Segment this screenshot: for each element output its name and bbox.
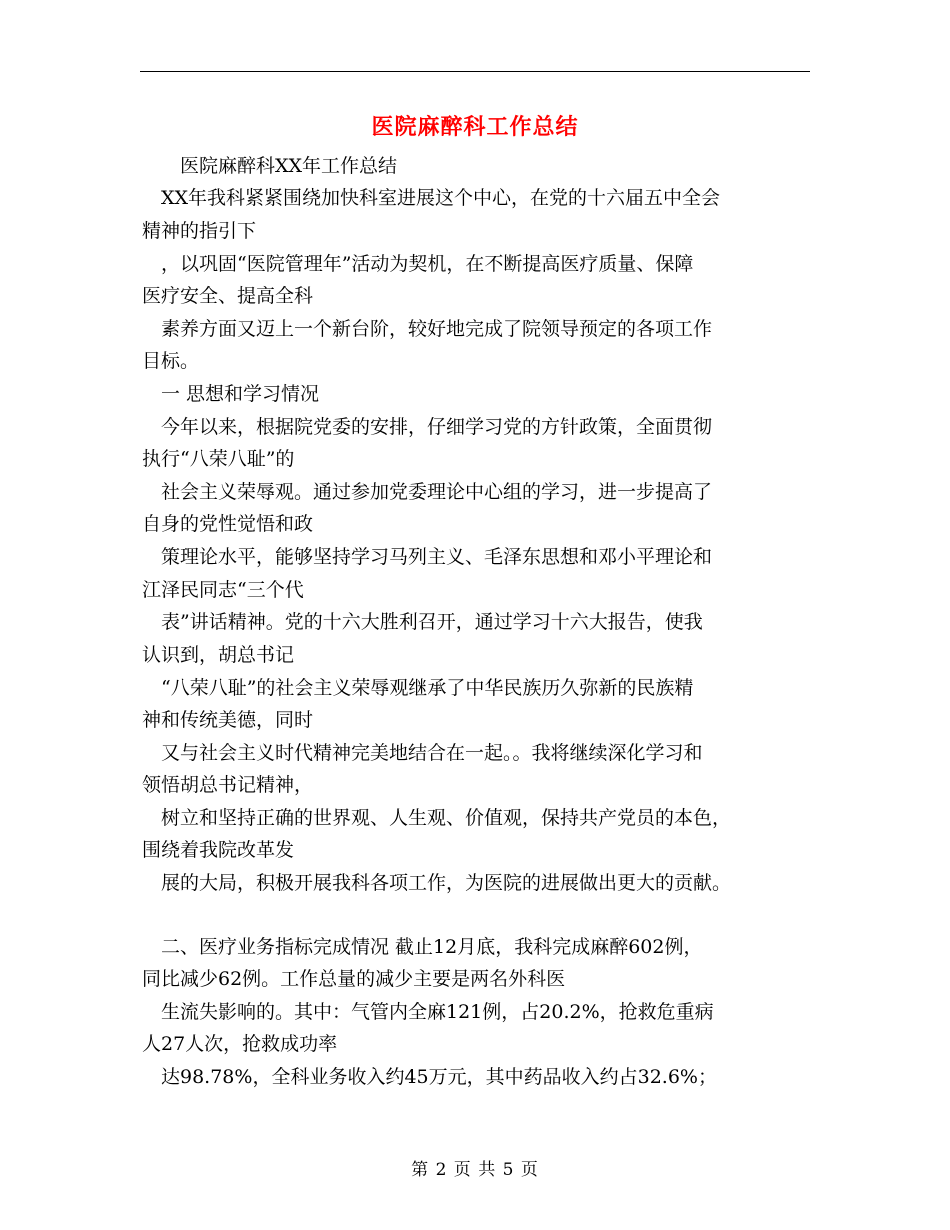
body-line: 执行“八荣八耻”的 (142, 448, 295, 470)
body-line: 领悟胡总书记精神， (142, 774, 314, 796)
body-line: 素养方面又迈上一个新台阶，较好地完成了院领导预定的各项工作 (142, 318, 713, 340)
body-line: 目标。 (142, 350, 200, 372)
body-line: 医疗安全、提高全科 (142, 285, 314, 307)
body-line: 医院麻醉科XX年工作总结 (142, 155, 398, 177)
body-line: 生流失影响的。其中：气管内全麻121例，占20.2%，抢救危重病 (142, 1001, 714, 1023)
body-line: 达98.78%，全科业务收入约45万元，其中药品收入约占32.6%； (142, 1066, 717, 1088)
body-line: XX年我科紧紧围绕加快科室进展这个中心，在党的十六届五中全会 (142, 187, 721, 209)
body-line: 自身的党性觉悟和政 (142, 513, 314, 535)
body-line: 神和传统美德，同时 (142, 709, 314, 731)
section-heading: 一 思想和学习情况 (142, 383, 320, 405)
page-indicator: 第 2 页 共 5 页 (411, 1160, 539, 1180)
body-line: ，以巩固“医院管理年”活动为契机，在不断提高医疗质量、保障 (142, 253, 694, 275)
body-line: 树立和坚持正确的世界观、人生观、价值观，保持共产党员的本色， (142, 807, 732, 829)
body-line: 精神的指引下 (142, 220, 257, 242)
body-line: 今年以来，根据院党委的安排，仔细学习党的方针政策，全面贯彻 (142, 416, 713, 438)
section-heading: 二、医疗业务指标完成情况 截止12月底，我科完成麻醉602例， (142, 936, 703, 958)
document-title: 医院麻醉科工作总结 (371, 114, 579, 140)
body-line: 策理论水平，能够坚持学习马列主义、毛泽东思想和邓小平理论和 (142, 546, 713, 568)
body-line: 同比减少62例。工作总量的减少主要是两名外科医 (142, 968, 566, 990)
body-line: 又与社会主义时代精神完美地结合在一起。。我将继续深化学习和 (142, 742, 703, 764)
body-line: 社会主义荣辱观。通过参加党委理论中心组的学习，进一步提高了 (142, 481, 713, 503)
body-line: 围绕着我院改革发 (142, 839, 295, 861)
body-line: 表”讲话精神。党的十六大胜利召开，通过学习十六大报告，使我 (142, 611, 703, 633)
body-line: “八荣八耻”的社会主义荣辱观继承了中华民族历久弥新的民族精 (142, 677, 694, 699)
body-line: 江泽民同志“三个代 (142, 579, 304, 601)
body-line: 人27人次，抢救成功率 (142, 1033, 338, 1055)
header-rule (140, 71, 810, 72)
body-line: 认识到，胡总书记 (142, 644, 295, 666)
body-line: 展的大局，积极开展我科各项工作，为医院的进展做出更大的贡献。 (142, 872, 732, 894)
